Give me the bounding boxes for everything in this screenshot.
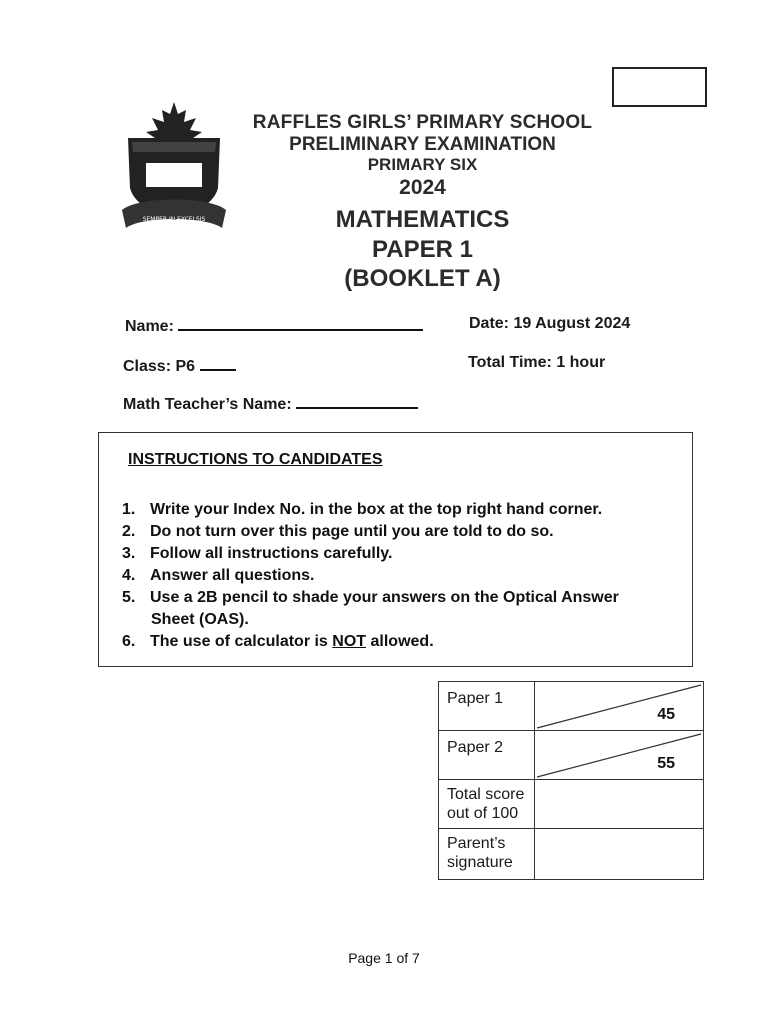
time-label: Total Time:	[468, 354, 552, 371]
table-row	[439, 780, 704, 829]
date-value: 19 August 2024	[513, 315, 631, 332]
instruction-item: 3. Follow all instructions carefully.	[122, 545, 393, 562]
instruction-item: 2. Do not turn over this page until you are told to do so.	[122, 523, 554, 540]
diagonal-slash	[535, 682, 703, 731]
school-crest	[118, 100, 230, 235]
instruction-item: 1. Write your Index No. in the box at the top right hand corner.	[122, 501, 603, 518]
crest-motto: SEMPER IN EXCELSIS	[142, 216, 206, 223]
instruction-item-continuation: Sheet (OAS).	[151, 611, 249, 628]
total-time-field	[468, 354, 605, 372]
score-cell[interactable]	[535, 682, 704, 731]
score-cell[interactable]	[535, 731, 704, 780]
exam-title: PRELIMINARY EXAMINATION	[289, 134, 556, 155]
instruction-item: 6. The use of calculator is NOT allowed.	[122, 633, 434, 650]
class-line[interactable]	[200, 355, 236, 371]
paper-title: PAPER 1	[372, 236, 473, 263]
max-mark: 55	[657, 755, 675, 772]
table-row	[439, 682, 704, 731]
index-number-box[interactable]	[612, 67, 707, 107]
score-label: Paper 1	[439, 682, 535, 731]
page-number: Page 1 of 7	[348, 950, 420, 966]
level: PRIMARY SIX	[367, 155, 478, 174]
school-name: RAFFLES GIRLS’ PRIMARY SCHOOL	[252, 112, 593, 133]
crest-emblem	[118, 100, 230, 235]
teacher-line[interactable]	[296, 393, 418, 409]
score-table	[438, 681, 704, 880]
instruction-item: 5. Use a 2B pencil to shade your answers on the Optical Answer	[122, 589, 619, 606]
booklet-title: (BOOKLET A)	[344, 265, 501, 292]
name-line[interactable]	[178, 315, 423, 331]
table-row	[439, 731, 704, 780]
class-label: Class:	[123, 358, 172, 375]
score-label: Total score out of 100	[439, 780, 535, 829]
name-label: Name:	[125, 318, 174, 335]
table-row	[439, 829, 704, 880]
score-label: Paper 2	[439, 731, 535, 780]
time-value: 1 hour	[556, 354, 606, 371]
subject-title: MATHEMATICS	[335, 206, 510, 233]
class-field[interactable]	[123, 355, 236, 376]
instructions-list	[122, 499, 619, 653]
diagonal-slash	[535, 731, 703, 780]
signature-cell[interactable]	[535, 829, 704, 880]
date-field	[469, 315, 630, 333]
teacher-field[interactable]	[123, 393, 418, 414]
score-cell[interactable]	[535, 780, 704, 829]
max-mark: 45	[657, 706, 675, 723]
date-label: Date:	[469, 315, 510, 332]
year: 2024	[399, 176, 446, 199]
teacher-label: Math Teacher’s Name:	[123, 396, 292, 413]
score-label: Parent’s signature	[439, 829, 535, 880]
not-emphasis: NOT	[332, 633, 367, 650]
instruction-item: 4. Answer all questions.	[122, 567, 315, 584]
instructions-title: INSTRUCTIONS TO CANDIDATES	[128, 451, 383, 468]
class-value: P6	[175, 358, 196, 375]
name-field[interactable]	[125, 315, 423, 336]
